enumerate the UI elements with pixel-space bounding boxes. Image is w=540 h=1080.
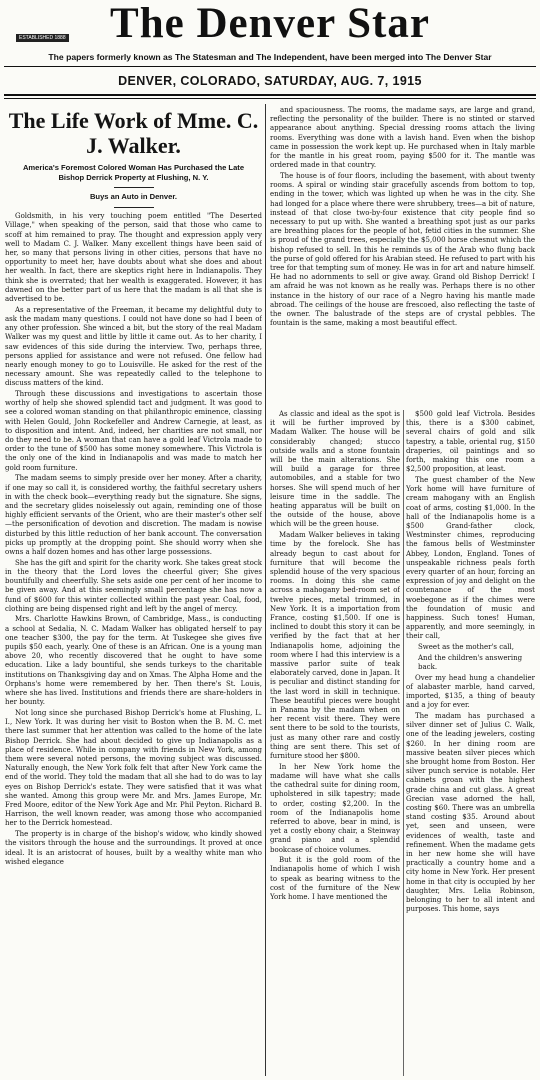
paragraph: In her New York home the madame will have what she calls the cathedral suite for dining room, upholstered in silk tapestry; made to order, costing $2,200. In the room of the Indianapolis home referred to above, bear in mind, is yet a costly ebony chair, a Steinway grand piano and a splendid bookcase of choice volumes. <box>270 762 400 854</box>
article-subdeck: Buys an Auto in Denver. <box>89 192 178 201</box>
paragraph: Through these discussions and investigations to ascertain those worthy of help she showed splendid tact and judgment. It was good to see a colored woman standing on that philanthropic eminence, classing with Helen Gould, John Rockefeller and Andrew Carnegie, at least, as to disposition and intent. And, indeed, her charities are not small, nor do they need to be. A woman that can have a gold leaf Victrola made to order to the tune of $500 has some money somewhere. This Victrola is the only one of the kind in Indianapolis and was made to match her gold room furniture. <box>5 390 262 472</box>
article-headline: The Life Work of Mme. C. J. Walker. <box>8 108 259 158</box>
column-divider <box>265 104 266 1076</box>
masthead <box>0 0 540 100</box>
paragraph: Goldsmith, in his very touching poem entitled "The Deserted Village," when speaking of the person, said that those who came to scoff at him remained to pray. The thought and expression apply very well to Madam C. J. Walker. Many excellent things have been said of her, so many that persons living in other cities, persons that have no opportunity to meet her, have doubts about what she does and about her wealth. In fact, there are skeptics right here in Indianapolis. They think she is overrated; that her wealth is exaggerated. However, it has dawned on the better part of us here that the madam is all that she is advertised to be. <box>5 212 262 304</box>
verse-line: Sweet as the mother's call, <box>418 643 514 652</box>
verse-line: And the children's answering back. <box>418 653 523 671</box>
article-column-2-top <box>270 106 535 406</box>
article-column-2-right <box>406 410 535 1076</box>
divider <box>114 187 154 188</box>
established-badge: ESTABLISHED 1888 <box>16 34 69 42</box>
article-deck: America's Foremost Colored Woman Has Purchased the Late Bishop Derrick Property at Flushing, N. Y. <box>22 163 245 182</box>
column-divider <box>403 410 404 1076</box>
paragraph: The house is of four floors, including the basement, with about twenty rooms. A spiral or winding stair gracefully ascends from bottom to top, ending in the tower, which was lighted up when he was in the city. She had longed for a place where there were shrubbery, trees—a bit of nature, instead of that close two-by-four existence that city people find so necessary to put up with. She wanted a breathing spot just as our parks are breathing places for the people of hot, fetid cities in the summer. She is proud of the grand trees, especially the $5,000 horse chesnut which the bishop refused to sell. In this he reminds us of the Arab who flung back the purse of gold offered for his Arabian steed. He refused to part with his tree for that tempting sum of money. He was in for art and nature himself. He had no adornments to sell or give away. Grand old Bishop Derrick! I am afraid he was not known as he really was. Perhaps there is no other instance in the history of our race of a Negro having his mantle made abroad. The ceilings of the house are frescoed, also reflecting the taste of the owner. The balustrade of the steps are of crystal pebbles. The fountain is the same, making a most beautiful effect. <box>270 171 535 328</box>
paragraph: Not long since she purchased Bishop Derrick's home at Flushing, L. I., New York. It was during her visit to Boston when the B. M. C. met there last summer that her attention was called to the home of the late Bishop Derrick. She had about decided to give up Indianapolis as a place of residence. While in company with friends in New York, among them were several noted persons, the moving subject was discussed. Naturally enough, the New York folk felt that after New York came the end of the world. They told the madam that all she had to do was to lay eyes on Bishop Derrick's estate. They were satisfied that it was what she wanted. Among this group were Mr. and Mrs. James Europe, Mr. Fred Moore, editor of the New York Age and Mr. Phil Peyton. Richard B. Harrison, the well known reader, was among those who accompanied her to the Derrick homestead. <box>5 708 262 828</box>
merge-note: The papers formerly known as The Statesman and The Independent, have been merged into The Denver Star <box>48 52 492 62</box>
paragraph: Over my head hung a chandelier of alabaster marble, hand carved, imported, $135, a thing of beauty and a joy for ever. <box>406 673 535 710</box>
paragraph: The property is in charge of the bishop's widow, who kindly showed the visitors through the house and the surroundings. It proved at once ideal. It is an aristocrat of houses, built by a wealthy white man who wished elegance <box>5 830 262 866</box>
paragraph: As a representative of the Freeman, it became my delightful duty to ask the madam many questions. I could not have done so had I been of any other profession. She winced a bit, but the story of the real Madam Walker was my quest and little by little it came out. As to her charity, I saw evidences of this side during the interview. Two, perhaps three, persons applied for assistance and were not refused. One fellow had nearly enough money to go to Louisville. He asked for the rest of the necessary amount. She was repeatedly called to the telephone to discuss matters of the kind. <box>5 305 262 388</box>
paragraph: Madam Walker believes in taking time by the forelock. She has already begun to cast about for furniture that will become the splendid house of the very spacious rooms. In doing this she came across a mahogany bed-room set of twelve pieces, metal trimmed, in New York. It is a importation from France, costing $1,500. If one is inclined to doubt this story it can be verified by the fact that at her Indianapolis home, adjoining the room where I had this interview is a massive parlor suite of teak elaborately carved, done in Japan. It is peculiar and distinct standing for the last word in skill in technique. These beautiful pieces were bought in Panama by the madam when on her recent visit there. They were sent there to be sold to the tourists, just as many other rare and costly thing are sent there. This set of furniture stood her $800. <box>270 531 400 761</box>
divider <box>4 98 536 99</box>
divider <box>114 207 154 208</box>
paragraph: She has the gift and spirit for the charity work. She takes great stock in the theory that the Lord loves the cheerful giver; She gives bountifully and cheerfully. She sets aside one per cent of her income to be given away. And at this seemingly small percentage she has now a fund of $600 for this winter collected within the past year. Coal, food, clothing are being dispensed right and left by the angel of mercy. <box>5 558 262 613</box>
newspaper-title: The Denver Star <box>110 0 430 47</box>
paragraph: The madam has purchased a silver dinner set of Julius C. Walk, one of the leading jewelers, costing $260. In her dining room are massive beaten silver pieces which she brought home from Boston. Her silver punch service is notable. Her cabinets groan with the highest grade china and cut glass. A great Grecian vase adorned the hall, costing $60. There was an umbrella stand costing $35. Around about yet, seen and unseen, were evidences of wealth, taste and refinement. When the madame gets in her new home she will have practically a country home and a city home in New York. Her present home in that city is occupied by her daughter, Mrs. Lelia Robinson, belonging to her to all intent and purposes. This home, says <box>406 712 535 914</box>
article-column-1 <box>5 106 262 1076</box>
article-column-2-left <box>270 410 400 1076</box>
dateline: DENVER, COLORADO, SATURDAY, AUG. 7, 1915 <box>118 74 422 88</box>
divider <box>4 94 536 96</box>
paragraph: and spaciousness. The rooms, the madame says, are large and grand, reflecting the personality of the builder. There is no stinted or starved appearance about anything. Special dressing rooms attach the living rooms. Everything was done with a lavish hand. Even when the bishop came in possession the work kept up. He purchased when in Italy marble for the mantle in his great room, paying $500 for it. The mantle was ordered made in that country. <box>270 106 535 170</box>
paragraph: But it is the gold room of the Indianapolis home of which I wish to speak as bearing witness to the cost of the furniture of the New York home. I have mentioned the <box>270 856 400 902</box>
paragraph: As classic and ideal as the spot is it will be further improved by Madam Walker. The house will be considerably changed; stucco outside walls and a stone fountain will be the main alterations. She will build a garage for three automobiles, and a stable for two horses. She will spend much of her leisure time in the saddle. The heating apparatus will be built on the outside of the house, above which will be the green house. <box>270 410 400 529</box>
paragraph: $500 gold leaf Victrola. Besides this, there is a $300 cabinet, several chairs of gold and silk tapestry, a table, oriental rug, $150 draperies, oil paintings and so forth, making this one room a $2,500 proposition, at least. <box>406 410 535 474</box>
divider <box>4 66 536 67</box>
paragraph: The madam seems to simply preside over her money. After a charity, if one may so call it, is considered worthy, the faithful secretary ushers in with the check book—everything ready but the signature. She signs, and the secretary glides noiselessly out again, reminding one of those highly efficient servants of the Orient, who are their master's other self—the personification of devotion and discretion. The madam is nowise disturbed by this little reduction of her bank account. The conversation picks up promptly at the dropping point. She should worry when she owns a half dozen homes and has other large possessions. <box>5 474 262 557</box>
paragraph: Mrs. Charlotte Hawkins Brown, of Cambridge, Mass., is conducting a school at Sedalia, N. C. Madam Walker has obligated herself to pay one teacher $300, the pay for the term. At Tuskegee she gives five pupils $50 each, yearly. One of these is an African. One is a young man above 20, who recently discovered that he ought to have some education. Like a lady bountiful, she sends turkeys to the charitable institutions on Thanksgiving day and on Xmas. The Alpha Home and the Orphans's home were remembered by her. Then there's St. Louis, where she has lived. Institutions and friends there are share-holders in her bounty. <box>5 615 262 707</box>
paragraph: The guest chamber of the New York home will have furniture of cream mahogany with an English coat of arms, costing $1,000. In the hall of the Indianapolis home is a $500 Grand-father clock, Westminster chimes, reproducing the famous bells of Westminster Abbey, London, England. Tones of unspeakable richness peals forth every quarter of an hour, forcing an expression of joy and delight on the countenance of the most woebegone as if the chimes were the foundation of music and happiness. Such tones! Human, apparently, and more seemingly, in their call, <box>406 475 535 641</box>
